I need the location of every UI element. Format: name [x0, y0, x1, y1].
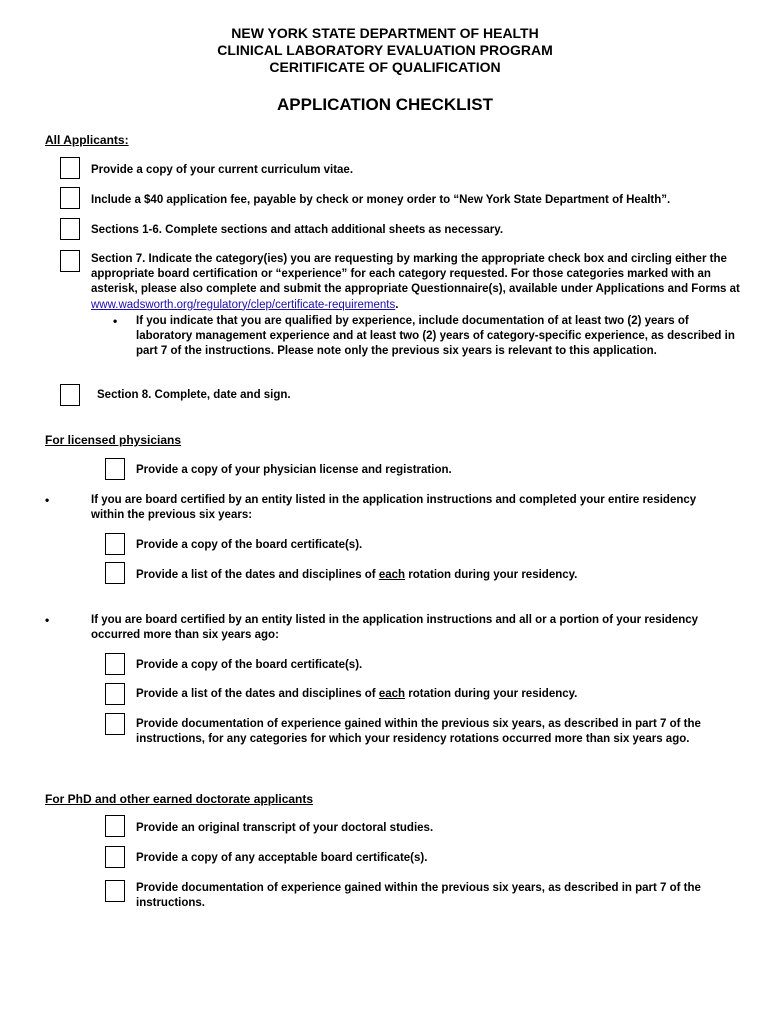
header-line-2: CLINICAL LABORATORY EVALUATION PROGRAM [217, 42, 553, 58]
rotation-list-1-each: each [378, 569, 406, 581]
checklist-item-experience-documentation-2: Provide documentation of experience gained within the previous six years, as described in part 7 of the instructions. [136, 882, 701, 910]
checkbox-board-certificate-3[interactable] [105, 846, 125, 868]
rotation-list-2-each: each [378, 688, 406, 700]
checkbox-section-8[interactable] [60, 384, 80, 406]
checkbox-rotation-list-1[interactable] [105, 562, 125, 584]
checklist-item-board-certificate-3: Provide a copy of any acceptable board certificate(s). [136, 852, 428, 864]
rotation-list-1-pre: Provide a list of the dates and disciplines of [136, 569, 379, 581]
section-7-period: . [395, 298, 399, 311]
checklist-item-transcript: Provide an original transcript of your doctoral studies. [136, 822, 434, 834]
board-certified-recent-residency: If you are board certified by an entity listed in the application instructions and completed your entire residency within the previous six years: [91, 494, 697, 522]
checkbox-cv[interactable] [60, 157, 80, 179]
checklist-item-sections-1-6: Sections 1-6. Complete sections and attach additional sheets as necessary. [91, 224, 504, 236]
header-line-3: CERITIFICATE OF QUALIFICATION [269, 59, 501, 75]
section-7-text: Section 7. Indicate the category(ies) you are requesting by marking the appropriate check box and circling either the appropriate board certification or “experience” for each category requested. For those categories marked with an asterisk, please also complete and submit the appropriate Questionnaire(s), available under Applications and Forms at [91, 253, 740, 296]
checklist-item-fee: Include a $40 application fee, payable by check or money order to “New York State Department of Health”. [91, 194, 671, 206]
phd-heading: For PhD and other earned doctorate applicants [45, 792, 314, 806]
certificate-requirements-link[interactable]: www.wadsworth.org/regulatory/clep/certificate-requirements [91, 298, 396, 311]
checkbox-section-7[interactable] [60, 250, 80, 272]
physicians-heading: For licensed physicians [45, 433, 182, 447]
checklist-item-board-certificate-1: Provide a copy of the board certificate(s). [136, 539, 363, 551]
checklist-item-section-7 [91, 252, 741, 313]
bullet-symbol: • [113, 314, 118, 328]
checklist-item-rotation-list-2 [136, 687, 736, 702]
bullet-symbol: • [45, 613, 50, 627]
header-line-1: NEW YORK STATE DEPARTMENT OF HEALTH [231, 25, 539, 41]
checkbox-board-certificate-2[interactable] [105, 653, 125, 675]
section-7-experience-note: If you indicate that you are qualified by experience, include documentation of at least two (2) years of laboratory management experience and at least two (2) years of category-specific experience, as described in part 7 of the instructions. Please note only the previous six years is relevant to this application. [136, 315, 735, 358]
rotation-list-1-post: rotation during your residency. [405, 569, 578, 581]
checklist-item-physician-license: Provide a copy of your physician license and registration. [136, 464, 452, 476]
checkbox-physician-license[interactable] [105, 458, 125, 480]
checklist-item-cv: Provide a copy of your current curriculum vitae. [91, 164, 354, 176]
rotation-list-2-pre: Provide a list of the dates and disciplines of [136, 688, 379, 700]
checklist-item-experience-documentation-1: Provide documentation of experience gained within the previous six years, as described in part 7 of the instructions, for any categories for which your residency rotations occurred more than six years ago. [136, 718, 701, 746]
checkbox-transcript[interactable] [105, 815, 125, 837]
checkbox-fee[interactable] [60, 187, 80, 209]
checkbox-board-certificate-1[interactable] [105, 533, 125, 555]
all-applicants-heading: All Applicants: [45, 133, 129, 147]
bullet-symbol: • [45, 493, 50, 507]
checkbox-rotation-list-2[interactable] [105, 683, 125, 705]
checkbox-experience-documentation-2[interactable] [105, 880, 125, 902]
checkbox-sections-1-6[interactable] [60, 218, 80, 240]
board-certified-older-residency: If you are board certified by an entity listed in the application instructions and all or a portion of your residency occurred more than six years ago: [91, 614, 699, 642]
checkbox-experience-documentation-1[interactable] [105, 713, 125, 735]
checklist-item-rotation-list-1 [136, 568, 736, 583]
rotation-list-2-post: rotation during your residency. [405, 688, 578, 700]
page-title: APPLICATION CHECKLIST [277, 95, 493, 114]
checklist-item-section-8: Section 8. Complete, date and sign. [97, 389, 291, 401]
checklist-item-board-certificate-2: Provide a copy of the board certificate(s). [136, 659, 363, 671]
